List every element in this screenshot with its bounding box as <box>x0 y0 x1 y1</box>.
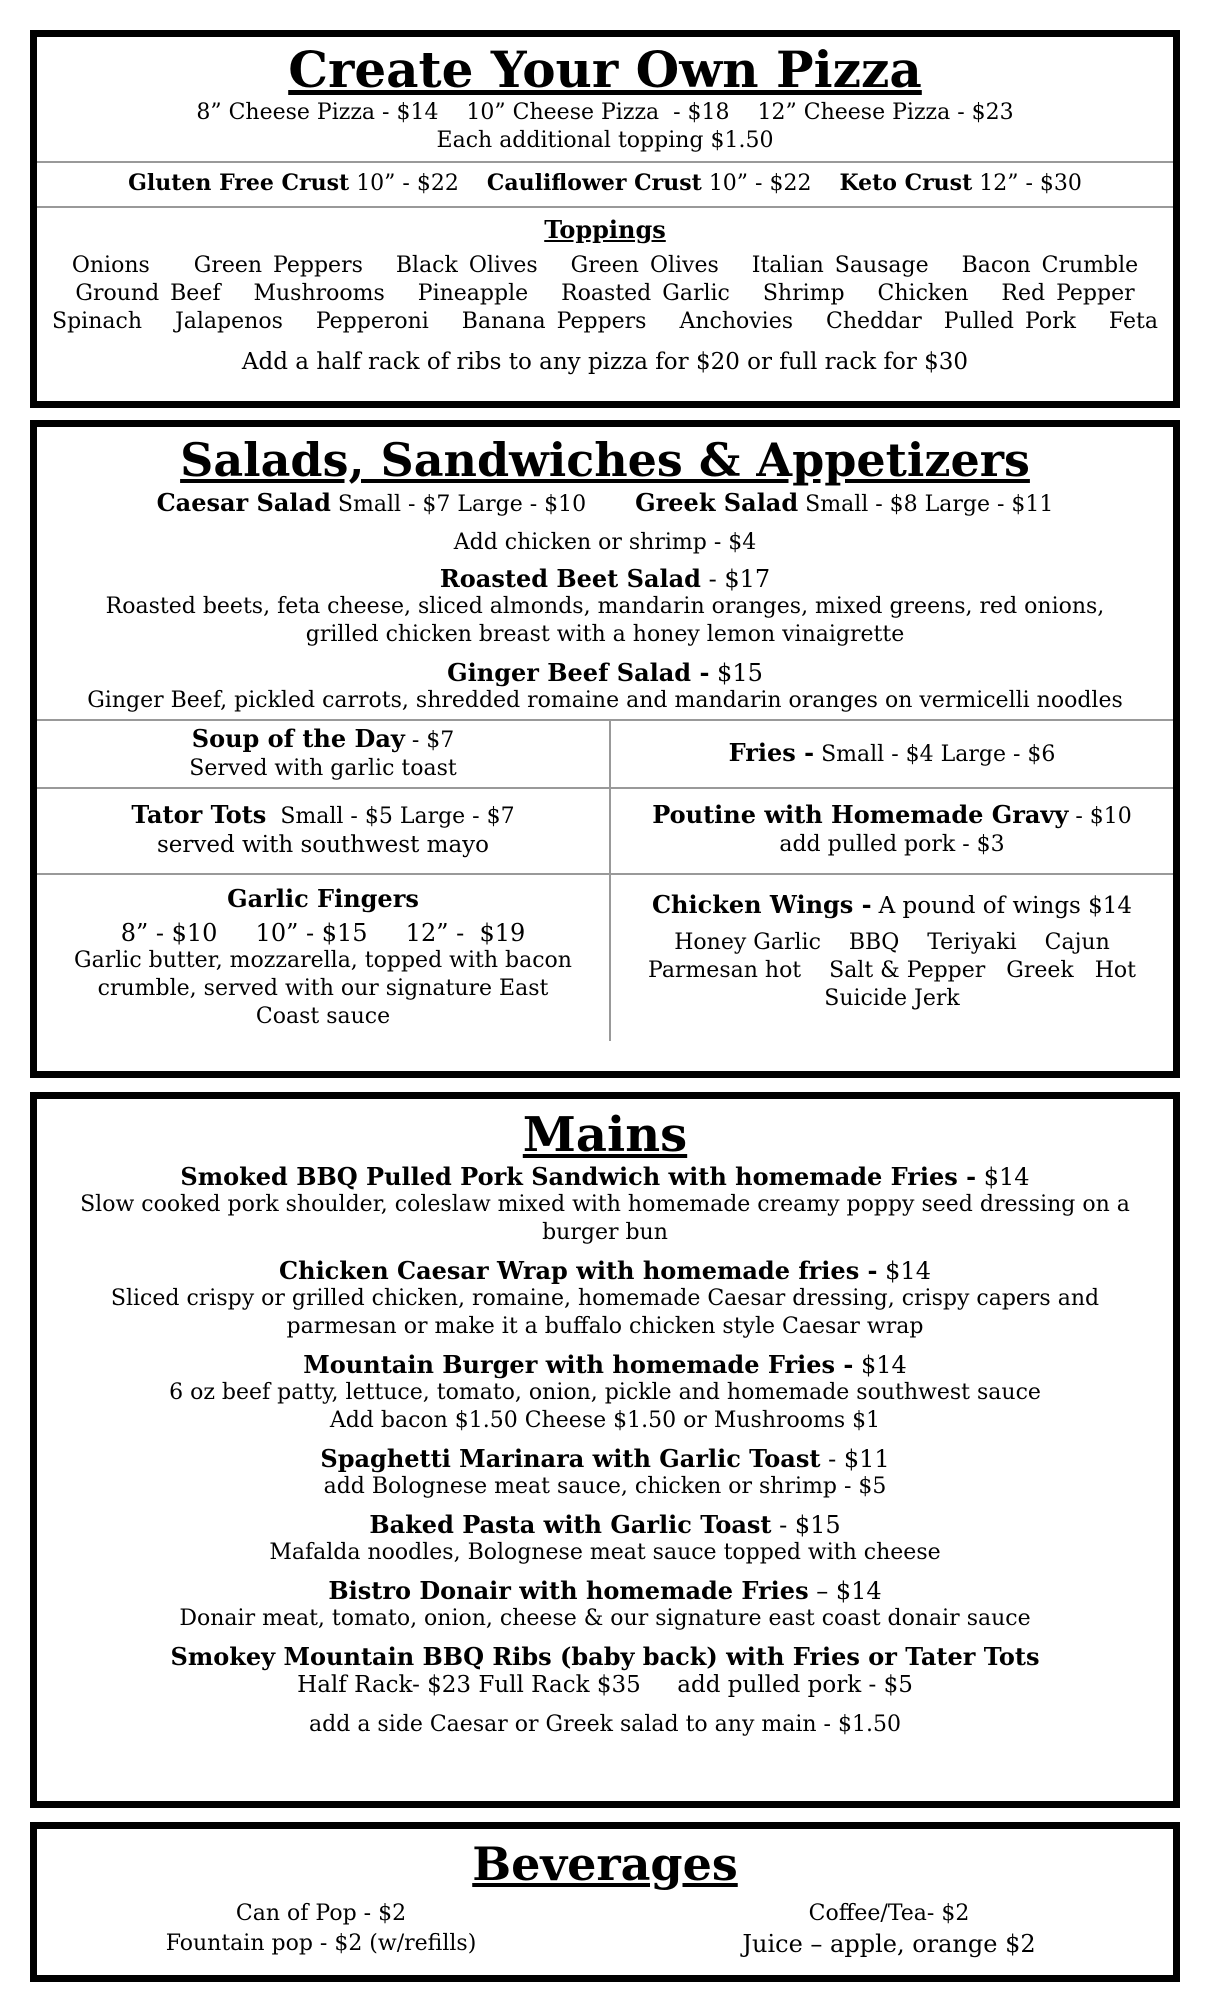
garlic-name: Garlic Fingers <box>227 884 419 913</box>
main-item <box>37 1257 1173 1341</box>
toppings-row: Spinach Jalapenos Pepperoni Banana Peppers Anchovies Cheddar Pulled Pork Feta <box>52 309 1158 334</box>
toppings-title: Toppings <box>544 215 666 244</box>
ginger-title-line <box>37 659 1173 687</box>
main-item-desc: Donair meat, tomato, onion, cheese & our signature east coast donair sauce <box>179 1606 1031 1631</box>
crust-name: Cauliflower Crust <box>486 170 702 196</box>
garlic-sizes: 8” - $10 10” - $15 12” - $19 <box>120 919 526 947</box>
beverage-item: Juice – apple, orange $2 <box>742 1930 1036 1958</box>
mains-section <box>30 1092 1180 1808</box>
main-item <box>37 1351 1173 1435</box>
crust-price: 10” - $22 <box>708 171 812 196</box>
garlic-desc: Garlic butter, mozzarella, topped with bacon <box>74 948 572 973</box>
main-item-name: Spaghetti Marinara with Garlic Toast <box>320 1444 821 1473</box>
crust-options <box>37 163 1173 206</box>
greek-price: Small - $8 Large - $11 <box>805 492 1054 517</box>
caesar-price: Small - $7 Large - $10 <box>337 492 587 517</box>
main-item <box>37 1163 1173 1247</box>
crust-name: Gluten Free Crust <box>128 170 350 196</box>
crust-price: 12” - $30 <box>979 171 1082 196</box>
ginger-name: Ginger Beef Salad - <box>447 658 710 687</box>
beet-price: - $17 <box>708 565 771 593</box>
wings-price: A pound of wings $14 <box>878 893 1133 919</box>
main-item-name: Smokey Mountain BBQ Ribs (baby back) with Fries or Tater Tots <box>170 1642 1040 1671</box>
greek-name: Greek Salad <box>635 488 799 517</box>
beverage-item: Fountain pop - $2 (w/refills) <box>165 1931 477 1956</box>
main-item-price: - $15 <box>779 1511 841 1539</box>
beverages-title: Beverages <box>472 1837 738 1891</box>
beet-desc: grilled chicken breast with a honey lemon vinaigrette <box>305 622 905 647</box>
main-item-desc: Add bacon $1.50 Cheese $1.50 or Mushrooms $1 <box>329 1408 881 1433</box>
caesar-name: Caesar Salad <box>156 488 331 517</box>
wings-flavors: Honey Garlic BBQ Teriyaki Cajun <box>674 930 1110 955</box>
tots-desc: served with southwest mayo <box>157 832 489 858</box>
tots-price: Small - $5 Large - $7 <box>280 804 515 829</box>
beet-desc: Roasted beets, feta cheese, sliced almonds, mandarin oranges, mixed greens, red onions, <box>105 594 1105 619</box>
caesar-greek-line <box>37 489 1173 519</box>
beet-title-line <box>37 565 1173 593</box>
tots-name: Tator Tots <box>131 800 267 829</box>
main-item-desc: Half Rack- $23 Full Rack $35 add pulled pork - $5 <box>297 1672 913 1698</box>
main-item-name: Bistro Donair with homemade Fries <box>328 1576 809 1605</box>
ribs-note: Add a half rack of ribs to any pizza for $20 or full rack for $30 <box>241 349 969 375</box>
main-item-name: Baked Pasta with Garlic Toast <box>369 1510 772 1539</box>
wings-flavors: Suicide Jerk <box>824 986 960 1011</box>
salads-title: Salads, Sandwiches & Appetizers <box>180 433 1030 487</box>
crust-name: Keto Crust <box>839 170 973 196</box>
pizza-section <box>30 30 1180 408</box>
beverages-right <box>605 1899 1173 1959</box>
wings-flavors: Parmesan hot Salt & Pepper Greek Hot <box>648 958 1136 983</box>
main-item-name: Chicken Caesar Wrap with homemade fries - <box>279 1256 878 1285</box>
beverage-item: Can of Pop - $2 <box>235 1901 407 1926</box>
wings-cell <box>611 873 1173 1041</box>
main-item-desc: Slow cooked pork shoulder, coleslaw mixed with homemade creamy poppy seed dressing on a <box>80 1192 1130 1217</box>
beverages-left <box>37 1899 605 1959</box>
ginger-price: $15 <box>717 659 763 687</box>
tots-cell <box>37 787 611 873</box>
poutine-name: Poutine with Homemade Gravy <box>652 800 1069 829</box>
main-item-name: Smoked BBQ Pulled Pork Sandwich with homemade Fries - <box>180 1162 977 1191</box>
toppings-row: Onions Green Peppers Black Olives Green Olives Italian Sausage Bacon Crumble <box>71 253 1139 278</box>
main-item-desc: 6 oz beef patty, lettuce, tomato, onion, pickle and homemade southwest sauce <box>169 1380 1041 1405</box>
main-item-price: $14 <box>983 1163 1030 1191</box>
fries-name: Fries - <box>728 738 815 767</box>
crust-price: 10” - $22 <box>356 171 459 196</box>
main-item <box>37 1445 1173 1501</box>
main-item-price: – $14 <box>816 1577 882 1605</box>
soup-name: Soup of the Day <box>191 724 405 753</box>
beverages-section <box>30 1822 1180 1982</box>
poutine-price: - $10 <box>1075 804 1132 829</box>
soup-cell <box>37 721 611 787</box>
poutine-cell <box>611 787 1173 873</box>
garlic-desc: Coast sauce <box>255 1004 391 1029</box>
main-item-price: - $11 <box>828 1445 890 1473</box>
soup-price: - $7 <box>411 728 455 753</box>
main-item-desc: Sliced crispy or grilled chicken, romaine, homemade Caesar dressing, crispy capers and <box>110 1286 1100 1311</box>
pizza-title: Create Your Own Pizza <box>288 40 922 99</box>
main-item <box>37 1511 1173 1567</box>
main-item-price: $14 <box>885 1257 931 1285</box>
side-salad-note: add a side Caesar or Greek salad to any main - $1.50 <box>309 1712 901 1737</box>
ginger-desc: Ginger Beef, pickled carrots, shredded romaine and mandarin oranges on vermicelli noodles <box>87 688 1123 713</box>
salads-section <box>30 420 1180 1078</box>
pizza-additional: Each additional topping $1.50 <box>436 128 774 153</box>
mains-title: Mains <box>522 1107 688 1163</box>
poutine-desc: add pulled pork - $3 <box>779 832 1005 857</box>
fries-cell <box>611 721 1173 787</box>
main-item-desc: Mafalda noodles, Bolognese meat sauce topped with cheese <box>269 1540 941 1565</box>
main-item-name: Mountain Burger with homemade Fries - <box>303 1350 854 1379</box>
main-item-price: $14 <box>860 1351 907 1379</box>
main-item-desc: add Bolognese meat sauce, chicken or shrimp - $5 <box>323 1474 887 1499</box>
garlic-desc: crumble, served with our signature East <box>97 976 549 1001</box>
main-item <box>37 1577 1173 1633</box>
main-item <box>37 1643 1173 1699</box>
add-protein: Add chicken or shrimp - $4 <box>453 530 757 555</box>
fries-price: Small - $4 Large - $6 <box>821 742 1056 767</box>
wings-name: Chicken Wings - <box>651 890 872 919</box>
main-item-desc: parmesan or make it a buffalo chicken style Caesar wrap <box>286 1314 924 1339</box>
beet-name: Roasted Beet Salad <box>439 564 701 593</box>
toppings-row: Ground Beef Mushrooms Pineapple Roasted Garlic Shrimp Chicken Red Pepper <box>75 281 1135 306</box>
pizza-sizes: 8” Cheese Pizza - $14 10” Cheese Pizza - $18 12” Cheese Pizza - $23 <box>196 100 1014 125</box>
soup-desc: Served with garlic toast <box>189 756 457 781</box>
main-item-desc: burger bun <box>542 1220 668 1245</box>
garlic-fingers-cell <box>37 873 611 1041</box>
beverage-item: Coffee/Tea- $2 <box>808 1901 970 1926</box>
